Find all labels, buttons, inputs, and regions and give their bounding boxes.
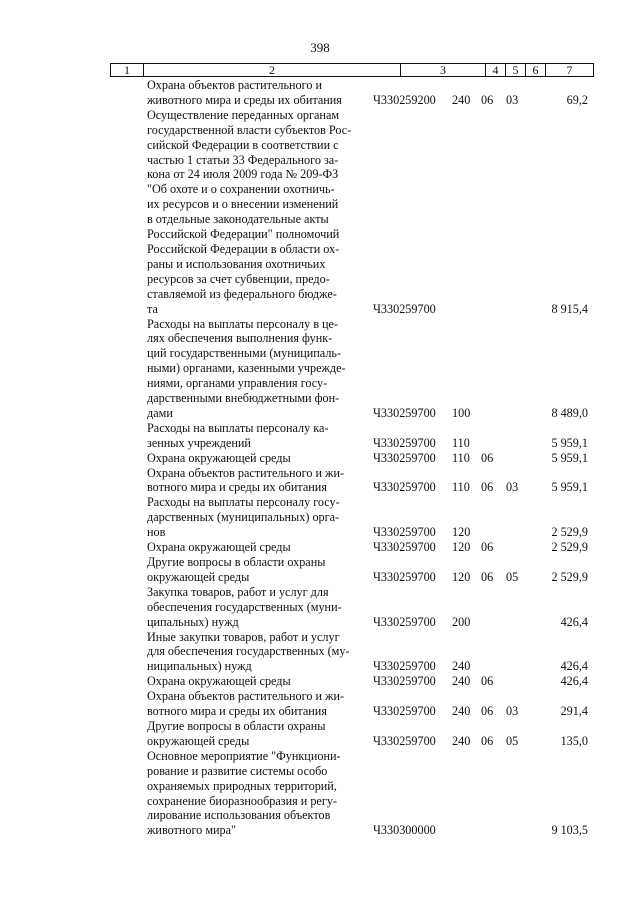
row-sum: 5 959,1 bbox=[551, 450, 588, 465]
table-row bbox=[0, 719, 640, 749]
row-sum: 9 103,5 bbox=[551, 823, 588, 838]
row-name: Охрана окружающей среды bbox=[147, 674, 291, 689]
row-expense-type: 200 bbox=[452, 614, 471, 629]
row-name: Закупка товаров, работ и услуг для обеспечения государственных (муни- ципальных) нужд bbox=[147, 584, 342, 629]
row-code: Ч330259700 bbox=[373, 435, 436, 450]
row-expense-type: 110 bbox=[452, 450, 470, 465]
row-name: Расходы на выплаты персоналу в це- лях обеспечения выполнения функ- ций государственными (муниципаль- ными) органами, казенными учрежде- ниями, органами управления госу- дарственными внебюджетными фон- дами bbox=[147, 316, 346, 420]
row-name: Охрана окружающей среды bbox=[147, 540, 291, 555]
row-subsection: 03 bbox=[506, 92, 519, 107]
row-name: Расходы на выплаты персоналу госу- дарственных (муниципальных) орга- нов bbox=[147, 495, 340, 540]
row-sum: 5 959,1 bbox=[551, 435, 588, 450]
row-code: Ч330259200 bbox=[373, 92, 436, 107]
row-sum: 5 959,1 bbox=[551, 480, 588, 495]
row-sum: 8 489,0 bbox=[551, 405, 588, 420]
table-row bbox=[0, 317, 640, 421]
row-sum: 2 529,9 bbox=[551, 569, 588, 584]
row-sum: 2 529,9 bbox=[551, 540, 588, 555]
row-name: Основное мероприятие "Функциони- рование и развитие системы особо охраняемых природных территорий, сохранение биоразнообразия и регу- лирование использования объектов животного мира" bbox=[147, 748, 341, 838]
table-row bbox=[0, 540, 640, 555]
row-section: 06 bbox=[481, 733, 494, 748]
row-name: Другие вопросы в области охраны окружающей среды bbox=[147, 555, 326, 584]
row-name: Охрана объектов растительного и жи- вотного мира и среды их обитания bbox=[147, 465, 345, 495]
row-expense-type: 120 bbox=[452, 569, 471, 584]
row-expense-type: 100 bbox=[452, 405, 471, 420]
row-code: Ч330259700 bbox=[373, 525, 436, 540]
row-subsection: 05 bbox=[506, 733, 519, 748]
row-code: Ч330259700 bbox=[373, 301, 436, 316]
row-name: Охрана окружающей среды bbox=[147, 450, 291, 465]
row-sum: 2 529,9 bbox=[551, 525, 588, 540]
row-expense-type: 120 bbox=[452, 540, 471, 555]
row-code: Ч330259700 bbox=[373, 480, 436, 495]
row-sum: 69,2 bbox=[566, 92, 588, 107]
row-sum: 426,4 bbox=[560, 614, 588, 629]
row-code: Ч330259700 bbox=[373, 569, 436, 584]
row-subsection: 05 bbox=[506, 569, 519, 584]
table-row bbox=[0, 466, 640, 496]
header-col-2: 2 bbox=[144, 64, 401, 76]
table-row bbox=[0, 674, 640, 689]
row-subsection: 03 bbox=[506, 480, 519, 495]
row-code: Ч330259700 bbox=[373, 614, 436, 629]
row-name: Расходы на выплаты персоналу ка- зенных учреждений bbox=[147, 420, 329, 450]
table-row bbox=[0, 585, 640, 630]
row-code: Ч330259700 bbox=[373, 674, 436, 689]
table-row bbox=[0, 421, 640, 451]
row-section: 06 bbox=[481, 540, 494, 555]
table-row bbox=[0, 78, 640, 108]
header-col-1: 1 bbox=[111, 64, 144, 76]
row-name: Охрана объектов растительного и животного мира и среды их обитания bbox=[147, 78, 342, 107]
row-subsection: 03 bbox=[506, 704, 519, 719]
row-section: 06 bbox=[481, 450, 494, 465]
row-expense-type: 240 bbox=[452, 674, 471, 689]
header-col-7: 7 bbox=[566, 63, 573, 77]
row-sum: 291,4 bbox=[560, 704, 588, 719]
row-sum: 8 915,4 bbox=[551, 301, 588, 316]
row-section: 06 bbox=[481, 480, 494, 495]
row-code: Ч330259700 bbox=[373, 450, 436, 465]
row-name: Другие вопросы в области охраны окружающей среды bbox=[147, 718, 326, 748]
header-col-3: 3 bbox=[401, 64, 486, 76]
row-sum: 426,4 bbox=[560, 659, 588, 674]
table-row bbox=[0, 555, 640, 585]
row-name: Иные закупки товаров, работ и услуг для обеспечения государственных (му- ниципальных) нужд bbox=[147, 629, 350, 674]
table-header bbox=[110, 63, 594, 77]
row-code: Ч330259700 bbox=[373, 733, 436, 748]
row-code: Ч330259700 bbox=[373, 704, 436, 719]
table-row bbox=[0, 451, 640, 466]
table-row bbox=[0, 630, 640, 675]
budget-table-body bbox=[0, 78, 640, 838]
row-name: Охрана объектов растительного и жи- вотного мира и среды их обитания bbox=[147, 689, 345, 719]
header-col-5: 5 bbox=[506, 64, 526, 76]
page-number: 398 bbox=[310, 40, 330, 55]
table-row bbox=[0, 108, 640, 317]
header-col-4: 4 bbox=[486, 64, 506, 76]
row-section: 06 bbox=[481, 569, 494, 584]
row-section: 06 bbox=[481, 92, 494, 107]
row-sum: 426,4 bbox=[560, 674, 588, 689]
table-row bbox=[0, 495, 640, 540]
row-code: Ч330259700 bbox=[373, 659, 436, 674]
row-expense-type: 120 bbox=[452, 525, 471, 540]
header-col-6: 6 bbox=[526, 64, 546, 76]
row-expense-type: 110 bbox=[452, 480, 470, 495]
row-name: Осуществление переданных органам государственной власти субъектов Рос- сийской Федерации в соответствии с частью 1 статьи 33 Федерального за- кона от 24 июля 2009 года № 209-ФЗ "Об охоте и о сохранении охотничь- их ресурсов и о внесении изменений в отдельные законодательные акты Российской Федерации" полномочий Российской Федерации в области ох- раны и использования охотничьих ресурсов за счет субвенции, предо- ставляемой из федерального бюдже- та bbox=[147, 107, 352, 316]
row-code: Ч330259700 bbox=[373, 540, 436, 555]
row-expense-type: 240 bbox=[452, 659, 471, 674]
row-section: 06 bbox=[481, 674, 494, 689]
row-expense-type: 240 bbox=[452, 704, 471, 719]
row-sum: 135,0 bbox=[560, 733, 588, 748]
table-row bbox=[0, 689, 640, 719]
row-code: Ч330300000 bbox=[373, 823, 436, 838]
row-section: 06 bbox=[481, 704, 494, 719]
table-row bbox=[0, 749, 640, 838]
row-code: Ч330259700 bbox=[373, 405, 436, 420]
row-expense-type: 240 bbox=[452, 92, 471, 107]
row-expense-type: 110 bbox=[452, 435, 470, 450]
row-expense-type: 240 bbox=[452, 733, 471, 748]
